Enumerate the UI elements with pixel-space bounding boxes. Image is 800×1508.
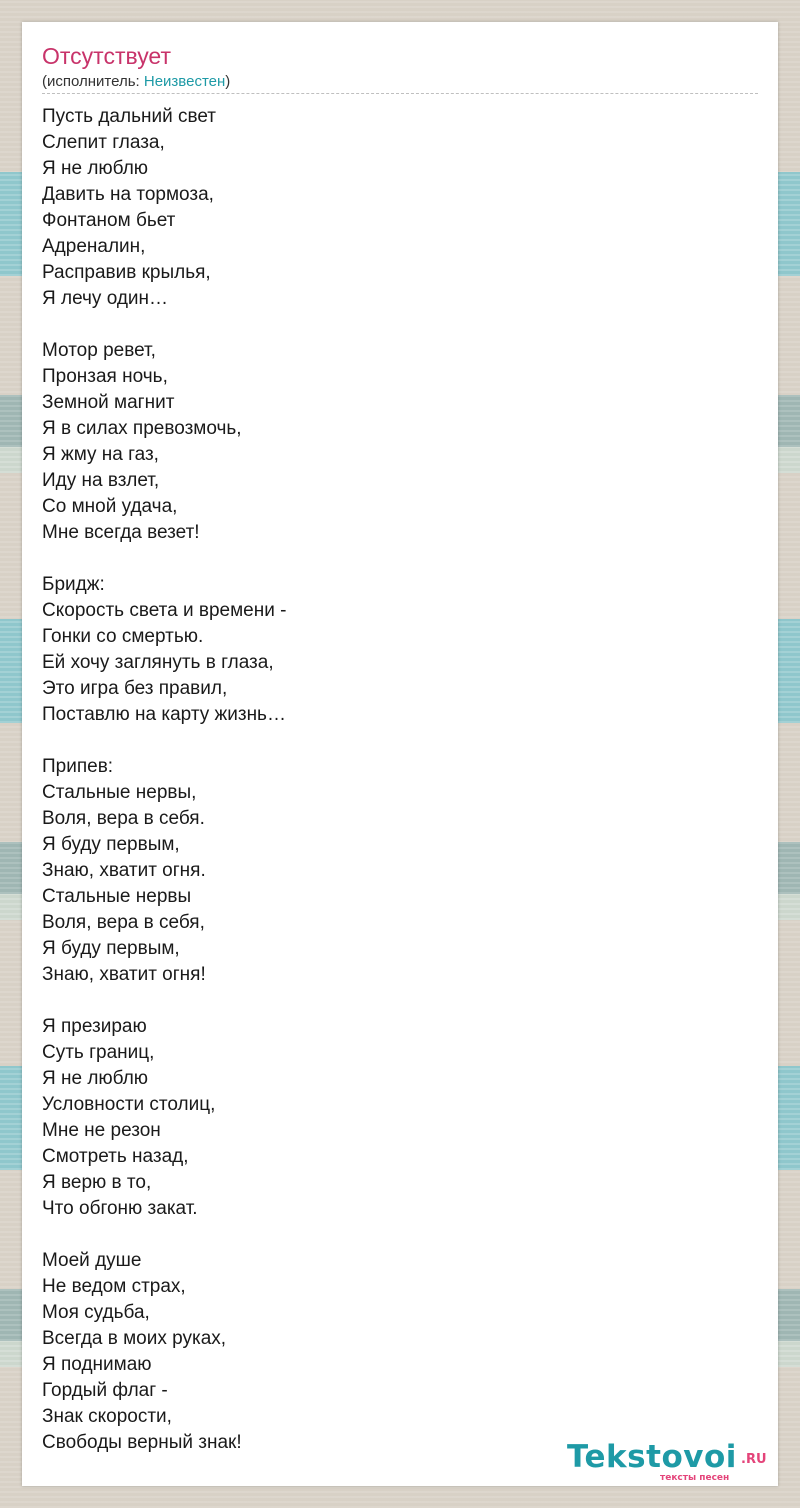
lyric-line: Припев: [42,756,114,777]
lyric-line: Скорость света и времени - [42,600,287,621]
lyric-line: Со мной удача, [42,496,178,517]
song-title: Отсутствует [42,43,171,69]
logo-domain: .RU [741,1452,767,1467]
lyric-line: Мне не резон [42,1120,161,1141]
lyric-line [42,546,742,572]
lyric-line: Что обгоню закат. [42,1198,198,1219]
logo-wordmark: Tekstovoi [567,1439,737,1475]
lyric-line: Не ведом страх, [42,1276,186,1297]
lyric-line: Расправив крылья, [42,262,211,283]
lyric-line: Знак скорости, [42,1406,172,1427]
lyric-line: Мне всегда везет! [42,522,200,543]
artist-link[interactable]: Неизвестен [143,73,226,90]
lyric-line: Воля, вера в себя, [42,912,205,933]
lyrics-card [22,22,778,1486]
lyric-line: Я презираю [42,1016,147,1037]
lyric-line: Гонки со смертью. [42,626,204,647]
artist-line [42,72,230,92]
lyric-line: Гордый флаг - [42,1380,168,1401]
lyric-line: Фонтаном бьет [42,210,176,231]
artist-suffix: ) [225,73,231,90]
header-divider [42,93,758,94]
lyric-line: Пусть дальний свет [42,106,216,127]
lyric-line: Я жму на газ, [42,444,159,465]
lyric-line: Слепит глаза, [42,132,165,153]
lyric-line: Свободы верный знак! [42,1432,242,1453]
lyric-line [42,728,742,754]
lyric-line: Знаю, хватит огня! [42,964,206,985]
lyric-line: Давить на тормоза, [42,184,214,205]
lyric-line: Я поднимаю [42,1354,152,1375]
lyric-line: Я буду первым, [42,938,180,959]
lyric-line: Стальные нервы, [42,782,197,803]
lyric-line: Я в силах превозмочь, [42,418,242,439]
lyric-line: Адреналин, [42,236,146,257]
lyric-line: Воля, вера в себя. [42,808,205,829]
lyric-line: Я верю в то, [42,1172,152,1193]
lyric-line: Моей душе [42,1250,142,1271]
artist-prefix: (исполнитель: [42,73,144,90]
lyric-line: Это игра без правил, [42,678,228,699]
site-logo[interactable] [567,1439,777,1485]
lyric-line: Мотор ревет, [42,340,156,361]
logo-tagline: тексты песен [660,1473,730,1483]
lyric-line [42,1222,742,1248]
lyric-line: Моя судьба, [42,1302,150,1323]
lyric-line: Поставлю на карту жизнь… [42,704,286,725]
lyric-line: Стальные нервы [42,886,192,907]
lyric-line: Я не люблю [42,158,149,179]
lyric-line: Ей хочу заглянуть в глаза, [42,652,274,673]
lyric-line: Я лечу один… [42,288,169,309]
lyric-line: Иду на взлет, [42,470,160,491]
lyrics-text [42,104,742,1456]
lyric-line: Условности столиц, [42,1094,216,1115]
lyric-line [42,312,742,338]
lyric-line: Я буду первым, [42,834,180,855]
lyric-line: Смотреть назад, [42,1146,189,1167]
lyric-line: Бридж: [42,574,105,595]
lyric-line: Пронзая ночь, [42,366,168,387]
lyric-line [42,988,742,1014]
lyric-line: Земной магнит [42,392,175,413]
lyric-line: Суть границ, [42,1042,155,1063]
lyric-line: Всегда в моих руках, [42,1328,227,1349]
lyric-line: Я не люблю [42,1068,149,1089]
lyric-line: Знаю, хватит огня. [42,860,206,881]
